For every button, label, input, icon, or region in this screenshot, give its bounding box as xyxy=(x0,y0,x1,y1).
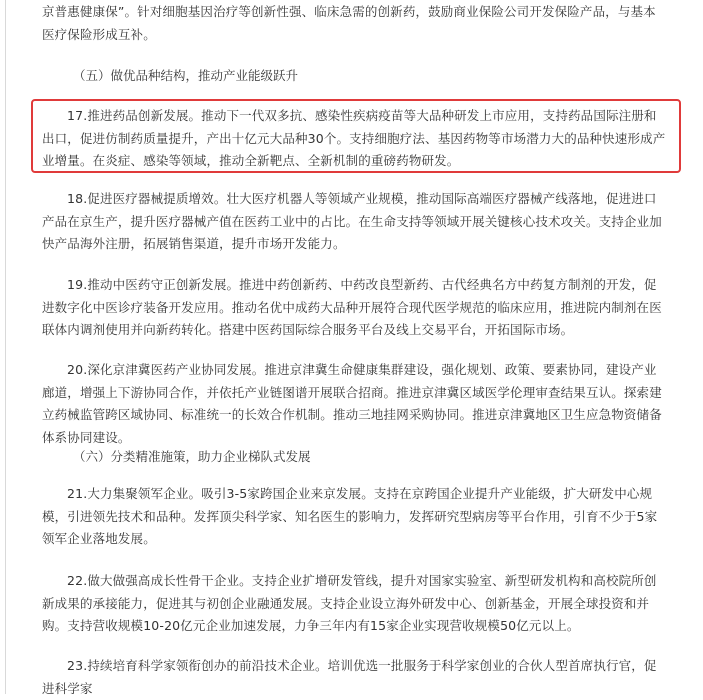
paragraph-item-20: 20.深化京津冀医药产业协同发展。推进京津冀生命健康集群建设，强化规划、政策、要素协同，建设产业廊道，增强上下游协同合作，并依托产业链图谱开展联合招商。推进京津冀区域医学伦理审查结果互认。探索建立药械监管跨区域协同、标准统一的长效合作机制。推动三地挂网采购协同。推进京津冀地区卫生应急物资储备体系协同建设。 xyxy=(42,362,662,445)
section-heading-5: （五）做优品种结构，推动产业能级跃升 xyxy=(73,68,299,83)
paragraph-intro-tail: 京普惠健康保”。针对细胞基因治疗等创新性强、临床急需的创新药，鼓励商业保险公司开发保险产品，与基本医疗保险形成互补。 xyxy=(42,4,656,42)
paragraph-item-23: 23.持续培育科学家领衔创办的前沿技术企业。培训优选一批服务于科学家创业的合伙人型首席执行官，促进科学家 xyxy=(42,658,657,696)
document-left-rule xyxy=(5,0,6,694)
paragraph-item-18: 18.促进医疗器械提质增效。壮大医疗机器人等领域产业规模，推动国际高端医疗器械产线落地，促进进口产品在京生产，提升医疗器械产值在医药工业中的占比。在生命支持等领域开展关键核心技术攻关。支持企业加快产品海外注册，拓展销售渠道，提升市场开发能力。 xyxy=(42,191,662,251)
paragraph-item-17: 17.推进药品创新发展。推动下一代双多抗、感染性疾病疫苗等大品种研发上市应用，支持药品国际注册和出口，促进仿制药质量提升，产出十亿元大品种30个。支持细胞疗法、基因药物等市场潜力大的品种快速形成产业增量。在炎症、感染等领域，推动全新靶点、全新机制的重磅药物研发。 xyxy=(42,108,666,168)
section-heading-6: （六）分类精准施策，助力企业梯队式发展 xyxy=(73,449,311,464)
paragraph-item-22: 22.做大做强高成长性骨干企业。支持企业扩增研发管线，提升对国家实验室、新型研发机构和高校院所创新成果的承接能力，促进其与初创企业融通发展。支持企业设立海外研发中心、创新基金，开展全球投资和并购。支持营收规模10-20亿元企业加速发展，力争三年内有15家企业实现营收规模50亿元以上。 xyxy=(42,573,657,633)
paragraph-item-19: 19.推动中医药守正创新发展。推进中药创新药、中药改良型新药、古代经典名方中药复方制剂的开发，促进数字化中医诊疗装备开发应用。推动名优中成药大品种开展符合现代医学规范的临床应用，推进院内制剂在医联体内调剂使用并向新药转化。搭建中医药国际综合服务平台及线上交易平台，开拓国际市场。 xyxy=(42,277,662,337)
paragraph-item-21: 21.大力集聚领军企业。吸引3-5家跨国企业来京发展。支持在京跨国企业提升产业能级，扩大研发中心规模，引进领先技术和品种。发挥顶尖科学家、知名医生的影响力，发挥研究型病房等平台作用，引育不少于5家领军企业落地发展。 xyxy=(42,486,658,546)
